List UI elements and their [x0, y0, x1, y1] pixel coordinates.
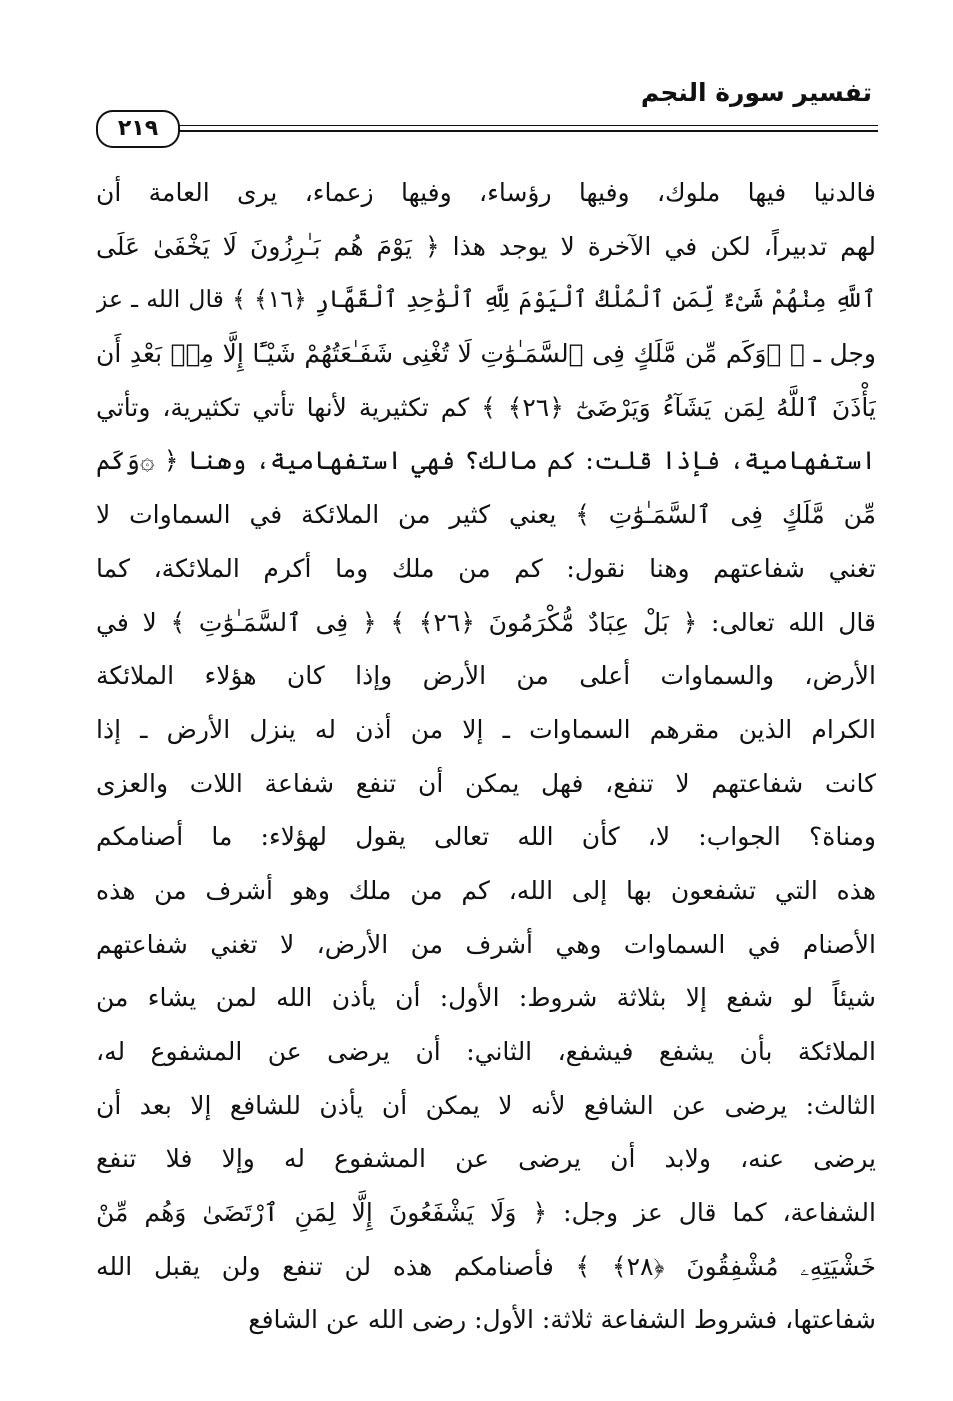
- header-rule-thin: [168, 125, 878, 126]
- text-line: خَشْيَتِهِۦ مُشْفِقُونَ ﴿٢٨﴾ ﴾ فأصنامكم هذه لن تنفع ولن يقبل الله: [96, 1251, 876, 1281]
- text-line: ومناة؟ الجواب: لا، كأن الله تعالى يقول لهؤلاء: ما أصنامكم: [96, 822, 876, 852]
- text-line: يرضى عنه، ولابد أن يرضى عن المشفوع له وإلا فلا تنفع: [96, 1144, 876, 1174]
- text-line: هذه التي تشفعون بها إلى الله، كم من ملك وهو أشرف من هذه: [96, 875, 876, 905]
- page-header: [96, 78, 878, 148]
- text-line: شيئاً لو شفع إلا بثلاثة شروط: الأول: أن يأذن الله لمن يشاء من: [96, 983, 876, 1013]
- text-line: كانت شفاعتهم لا تنفع، فهل يمكن أن تنفع شفاعة اللات والعزى: [96, 768, 876, 798]
- running-title: تفسير سورة النجم: [640, 78, 872, 107]
- page-number: ٢١٩: [96, 110, 180, 148]
- body-text: [96, 166, 876, 1347]
- text-line: ٱللَّهِ مِنْهُمْ شَىْءٌ لِّمَنِ ٱلْمُلْكُ ٱلْيَوْمَ لِلَّهِ ٱلْوَٰحِدِ ٱلْقَهَّارِ ﴿١٦﴾ ﴾ قال الله ـ عز: [96, 285, 876, 314]
- text-line: الملائكة بأن يشفع فيشفع، الثاني: أن يرضى عن المشفوع له،: [96, 1037, 876, 1066]
- header-rule-thick: [168, 130, 878, 132]
- text-line: الكرام الذين مقرهم السماوات ـ إلا من أذن له ينزل الأرض ـ إذا: [96, 714, 876, 744]
- text-line: فالدنيا فيها ملوك، وفيها رؤساء، وفيها زعماء، يرى العامة أن: [96, 178, 876, 207]
- text-line: لهم تدبيراً، لكن في الآخرة لا يوجد هذا ﴿ يَوْمَ هُم بَـٰرِزُونَ لَا يَخْفَىٰ عَلَى: [96, 231, 876, 261]
- text-line: الشفاعة، كما قال عز وجل: ﴿ وَلَا يَشْفَعُونَ إِلَّا لِمَنِ ٱرْتَضَىٰ وَهُم مِّنْ: [96, 1198, 876, 1228]
- text-line: الأصنام في السماوات وهي أشرف من الأرض، لا تغني شفاعتهم: [96, 929, 876, 959]
- text-line: تغني شفاعتهم وهنا نقول: كم من ملك وما أكرم الملائكة، كما: [96, 553, 876, 583]
- text-line: مِّن مَّلَكٍ فِى ٱلسَّمَـٰوَٰتِ ﴾ يعني كثير من الملائكة في السماوات لا: [96, 500, 876, 530]
- text-line: يَأْذَنَ ٱللَّهُ لِمَن يَشَآءُ وَيَرْضَىٰٓ ﴿٢٦﴾ ﴾ كم تكثيرية لأنها تأتي تكثيرية، وتأتي: [96, 392, 876, 422]
- text-line: وجل ـ ﴿ ۞وَكَم مِّن مَّلَكٍ فِى ٱلسَّمَـٰوَٰتِ لَا تُغْنِى شَفَـٰعَتُهُمْ شَيْـًٔا إِلَّا مِنۢ بَعْدِ أَن: [96, 339, 876, 369]
- text-line: الأرض، والسماوات أعلى من الأرض وإذا كان هؤلاء الملائكة: [96, 661, 876, 691]
- text-line: استفهامية، فإذا قلت: كم مالك؟ فهي استفهامية، وهنا ﴿ ۞وَكَم: [96, 446, 876, 476]
- text-line: الثالث: يرضى عن الشافع لأنه لا يمكن أن يأذن للشافع إلا بعد أن: [96, 1090, 876, 1120]
- text-line: شفاعتها، فشروط الشفاعة ثلاثة: الأول: رضى الله عن الشافع: [248, 1305, 876, 1335]
- text-line: قال الله تعالى: ﴿ بَلْ عِبَادٌ مُّكْرَمُونَ ﴿٢٦﴾ ﴾ ﴿ فِى ٱلسَّمَـٰوَٰتِ ﴾ لا في: [96, 607, 876, 637]
